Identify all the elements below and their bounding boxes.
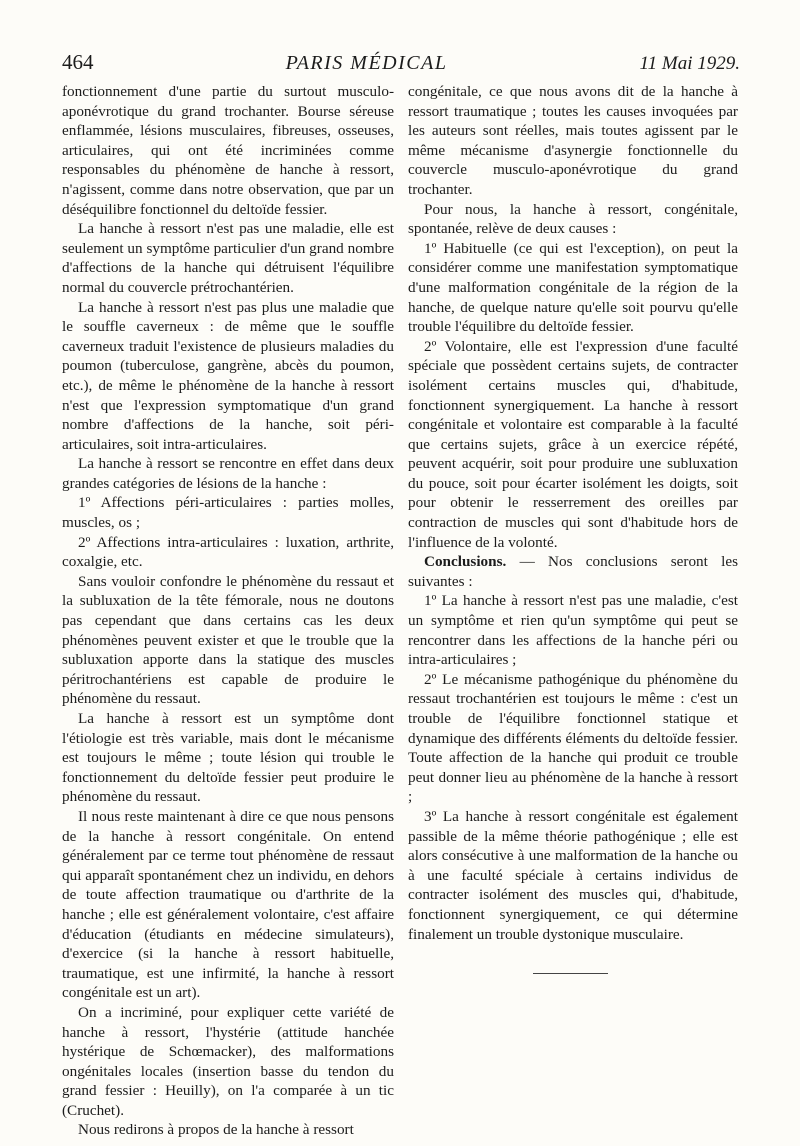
right-column (408, 82, 738, 944)
paragraph: Il nous reste maintenant à dire ce que nous pensons de la hanche à ressort congénitale. On entend généralement par ce terme tout phénomène de ressaut qui apparaît spontanément chez un individu, en dehors de toute affection traumatique ou d'arthrite de la hanche ; elle est généralement volontaire, c'est affaire d'éducation (étudiants en médecine simulateurs), d'exercice (si la hanche à ressort habituelle, traumatique, est une infirmité, la hanche à ressort congénitale est un art). (62, 807, 394, 1002)
conclusion-item: 1º La hanche à ressort n'est pas une maladie, c'est un symptôme et rien qu'un symptôme qui peut se rencontrer dans les affections de la hanche péri ou intra-articulaires ; (408, 592, 738, 669)
paragraph: La hanche à ressort est un symptôme dont l'étiologie est très variable, mais dont le mécanisme est toujours le même ; toute lésion qui trouble le fonctionnement du deltoïde fessier peut produire le phénomène du ressaut. (62, 710, 394, 806)
paragraph: La hanche à ressort n'est pas une maladie, elle est seulement un symptôme particulier d'un grand nombre d'affections de la hanche qui détruisent l'équilibre normal du couvercle prétrochantérien. (62, 220, 394, 296)
list-item: 1º Affections péri-articulaires : parties molles, muscles, os ; (62, 494, 394, 532)
conclusions-intro: — Nos conclusions seront les suivantes : (408, 553, 738, 590)
paragraph: Pour nous, la hanche à ressort, congénitale, spontanée, relève de deux causes : (408, 200, 738, 238)
paragraph: fonctionnement d'une partie du surtout musculo-aponévrotique du grand trochanter. Bourse séreuse enflammée, lésions musculaires, fibreuses, osseuses, articulaires, qui ont été incriminées comme responsables du phénomène de hanche à ressort, n'agissent, comme dans notre observation, que par un déséquilibre fonctionnel du deltoïde fessier. (62, 83, 394, 218)
page-header (62, 50, 740, 80)
left-column (62, 82, 394, 1140)
list-item: 2º Volontaire, elle est l'expression d'une faculté spéciale que possèdent certains sujets, de contracter isolément certains muscles qui, d'habitude, fonctionnent synergiquement. La hanche à ressort congénitale et volontaire est comparable à la faculté que certains sujets, grâce à un exercice répété, peuvent acquérir, soit pour produire une subluxation du pouce, soit pour écarter isolément les doigts, soit pour obtenir le resserrement des oreilles par contraction de muscles qui sont d'habitude hors de l'influence de la volonté. (408, 337, 738, 551)
issue-date: 11 Mai 1929. (639, 53, 740, 74)
paragraph: Sans vouloir confondre le phénomène du ressaut et la subluxation de la tête fémorale, nous ne doutons pas cependant que dans certains cas les deux phénomènes peuvent exister et que le trouble que la subluxation apporte dans la statique des muscles péritrochantériens est capable de produire le phénomène du ressaut. (62, 572, 394, 708)
page-number: 464 (62, 50, 94, 74)
conclusion-item: 2º Le mécanisme pathogénique du phénomène du ressaut trochantérien est toujours le même : c'est un trouble de l'équilibre fonctionnel statique et dynamique des différents éléments du deltoïde fessier. Toute affection de la hanche qui produit ce trouble peut donner lieu au phénomène de la hanche à ressort ; (408, 670, 738, 806)
paragraph: congénitale, ce que nous avons dit de la hanche à ressort traumatique ; toutes les causes invoquées par les auteurs sont réelles, mais toutes agissent par le même mécanisme d'asynergie fonctionnelle du couvercle musculo-aponévrotique du grand trochanter. (408, 83, 738, 198)
list-item: 1º Habituelle (ce qui est l'exception), on peut la considérer comme une manifestation symptomatique d'une malformation congénitale de la région de la hanche, de quelque nature qu'elle soit pourvu qu'elle trouble l'équilibre du deltoïde fessier. (408, 239, 738, 336)
conclusions-heading: Conclusions. (424, 553, 507, 571)
conclusion-item: 3º La hanche à ressort congénitale est également passible de la même théorie pathogénique ; elle est alors consécutive à une malformation de la hanche ou à une faculté spéciale à certains individus de contracter isolément des muscles qui, d'habitude, fonctionnent synergiquement, ce qui détermine finalement un trouble dystonique musculaire. (408, 807, 738, 943)
conclusions-paragraph (408, 552, 738, 591)
list-item: 2º Affections intra-articulaires : luxation, arthrite, coxalgie, etc. (62, 533, 394, 571)
paragraph: Nous redirons à propos de la hanche à ressort (78, 1121, 354, 1139)
paragraph: La hanche à ressort n'est pas plus une maladie que le souffle caverneux : de même que le souffle caverneux traduit l'existence de plusieurs maladies du poumon (tuberculose, gangrène, abcès du poumon, etc.), de même le phénomène de la hanche à ressort n'est que l'expression symptomatique d'un grand nombre d'affections de la hanche, soit péri-articulaires, soit intra-articulaires. (62, 298, 394, 453)
end-rule (533, 973, 608, 974)
journal-title: PARIS MÉDICAL (285, 52, 448, 74)
paragraph: La hanche à ressort se rencontre en effet dans deux grandes catégories de lésions de la hanche : (62, 455, 394, 492)
paragraph: On a incriminé, pour expliquer cette variété de hanche à ressort, l'hystérie (attitude hanchée hystérique de Schœmacker), des malformations ongénitales locales (insertion basse du tendon du grand fessier : Heuilly), on l'a comparée à un tic (Cruchet). (62, 1003, 394, 1119)
